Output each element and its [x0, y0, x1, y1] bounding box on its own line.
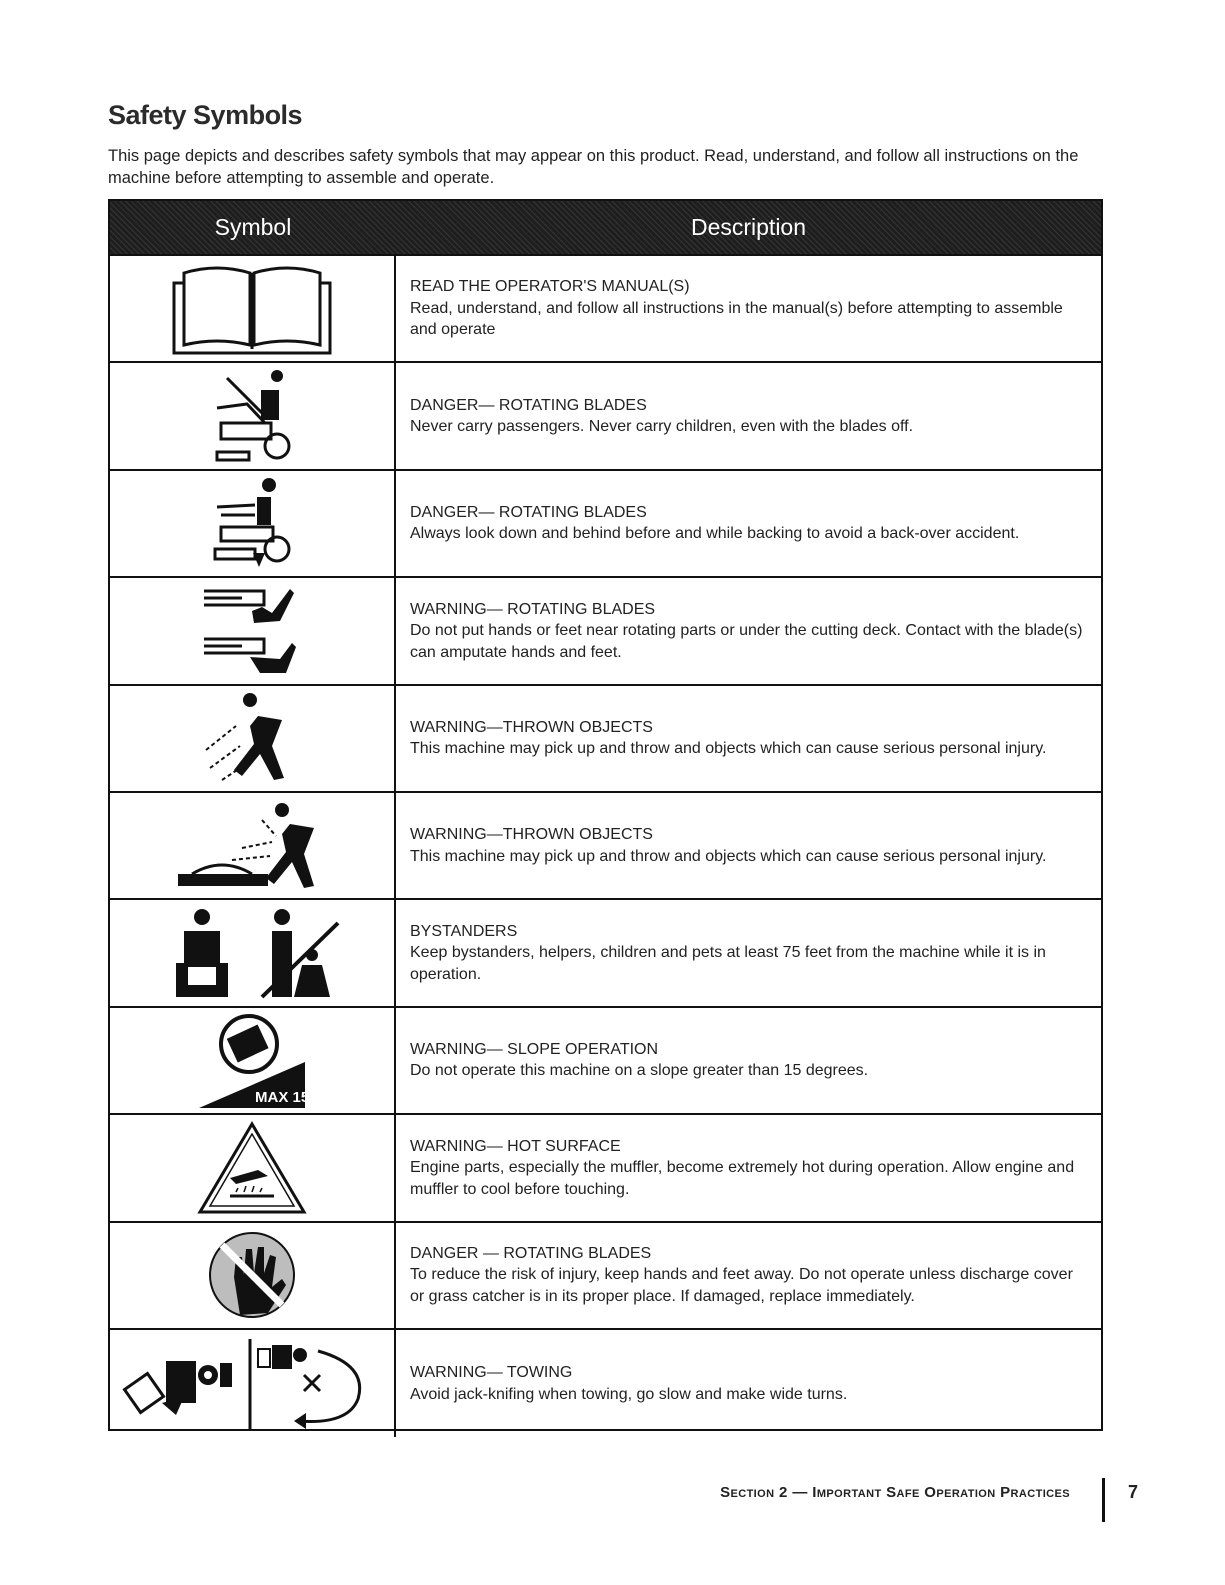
- table-row: [110, 578, 1101, 685]
- description-cell: [396, 1223, 1101, 1328]
- table-row: [110, 793, 1101, 900]
- table-header: [110, 201, 1101, 256]
- table-row: [110, 1330, 1101, 1437]
- bystanders-icon: [162, 905, 342, 1001]
- row-text: Never carry passengers. Never carry children, even with the blades off.: [410, 418, 914, 436]
- row-text: Read, understand, and follow all instructions in the manual(s) before attempting to assemble and operate: [410, 299, 1063, 339]
- table-row: [110, 256, 1101, 363]
- symbol-cell: [110, 1330, 396, 1437]
- symbol-cell: [110, 793, 396, 898]
- intro-paragraph: This page depicts and describes safety symbols that may appear on this product. Read, understand, and follow all instructions on the machine before attempting to assemble and operate.: [108, 147, 1079, 187]
- row-title: BYSTANDERS: [410, 922, 518, 940]
- description-cell: [396, 256, 1101, 361]
- row-text: Do not operate this machine on a slope greater than 15 degrees.: [410, 1062, 869, 1080]
- look-behind-icon: [207, 475, 297, 571]
- symbol-cell: [110, 900, 396, 1005]
- symbol-cell: [110, 256, 396, 361]
- description-cell: [396, 686, 1101, 791]
- page-footer: [0, 1478, 1225, 1518]
- row-title: DANGER— ROTATING BLADES: [410, 396, 647, 414]
- table-row: [110, 363, 1101, 470]
- row-title: WARNING—THROWN OBJECTS: [410, 826, 653, 844]
- slope-badge: MAX 15°: [255, 1089, 316, 1107]
- row-text: This machine may pick up and throw and objects which can cause serious personal injury.: [410, 847, 1047, 865]
- row-text: Engine parts, especially the muffler, become extremely hot during operation. Allow engine and muffler to cool before touching.: [410, 1159, 1075, 1198]
- footer-divider: [1102, 1478, 1105, 1522]
- hand-prohibited-icon: [204, 1227, 300, 1323]
- table-row: [110, 1223, 1101, 1330]
- symbol-cell: [110, 363, 396, 468]
- symbol-cell: [110, 1223, 396, 1328]
- towing-icon: [122, 1335, 382, 1433]
- manual-book-icon: [172, 263, 332, 355]
- row-title: READ THE OPERATOR'S MANUAL(S): [410, 278, 690, 296]
- symbol-cell: [110, 686, 396, 791]
- description-cell: [396, 1008, 1101, 1113]
- table-row: [110, 1115, 1101, 1222]
- no-passengers-icon: [207, 368, 297, 464]
- description-cell: [396, 363, 1101, 468]
- thrown-objects-deck-icon: [172, 798, 332, 894]
- table-row: [110, 1008, 1101, 1115]
- description-cell: [396, 578, 1101, 683]
- row-title: WARNING— TOWING: [410, 1364, 573, 1382]
- symbol-cell: [110, 471, 396, 576]
- hot-surface-icon: [196, 1120, 308, 1216]
- row-title: DANGER— ROTATING BLADES: [410, 503, 647, 521]
- row-title: WARNING— SLOPE OPERATION: [410, 1040, 659, 1058]
- table-row: [110, 900, 1101, 1007]
- row-title: WARNING— ROTATING BLADES: [410, 600, 656, 618]
- row-text: This machine may pick up and throw and objects which can cause serious personal injury.: [410, 740, 1047, 758]
- row-text: Avoid jack-knifing when towing, go slow and make wide turns.: [410, 1385, 848, 1403]
- row-text: Keep bystanders, helpers, children and pets at least 75 feet from the machine while it is in operation.: [410, 944, 1046, 983]
- description-cell: [396, 900, 1101, 1005]
- table-row: [110, 686, 1101, 793]
- header-description: Description: [690, 214, 807, 240]
- safety-symbols-table: [108, 199, 1103, 1431]
- symbol-cell: [110, 578, 396, 683]
- thrown-objects-icon: [202, 690, 302, 786]
- row-title: DANGER — ROTATING BLADES: [410, 1244, 652, 1262]
- row-text: Do not put hands or feet near rotating parts or under the cutting deck. Contact with the blade(s) can amputate hands and feet.: [410, 622, 1083, 661]
- row-text: To reduce the risk of injury, keep hands and feet away. Do not operate unless discharge cover or grass catcher is in its proper place. If damaged, replace immediately.: [410, 1266, 1073, 1305]
- symbol-cell: [110, 1008, 396, 1113]
- row-title: WARNING— HOT SURFACE: [410, 1137, 621, 1155]
- footer-section-title: Section 2 — Important Safe Operation Practices: [720, 1484, 1070, 1501]
- description-cell: [396, 793, 1101, 898]
- hand-foot-blade-icon: [202, 583, 302, 679]
- slope-icon: [197, 1010, 316, 1110]
- header-symbol: Symbol: [214, 214, 292, 240]
- table-row: [110, 471, 1101, 578]
- symbol-cell: [110, 1115, 396, 1220]
- row-title: WARNING—THROWN OBJECTS: [410, 718, 653, 736]
- page-number: 7: [1128, 1482, 1139, 1502]
- row-text: Always look down and behind before and while backing to avoid a back-over accident.: [410, 525, 1020, 543]
- description-cell: [396, 471, 1101, 576]
- description-cell: [396, 1330, 1101, 1437]
- description-cell: [396, 1115, 1101, 1220]
- page-title: Safety Symbols: [108, 100, 303, 130]
